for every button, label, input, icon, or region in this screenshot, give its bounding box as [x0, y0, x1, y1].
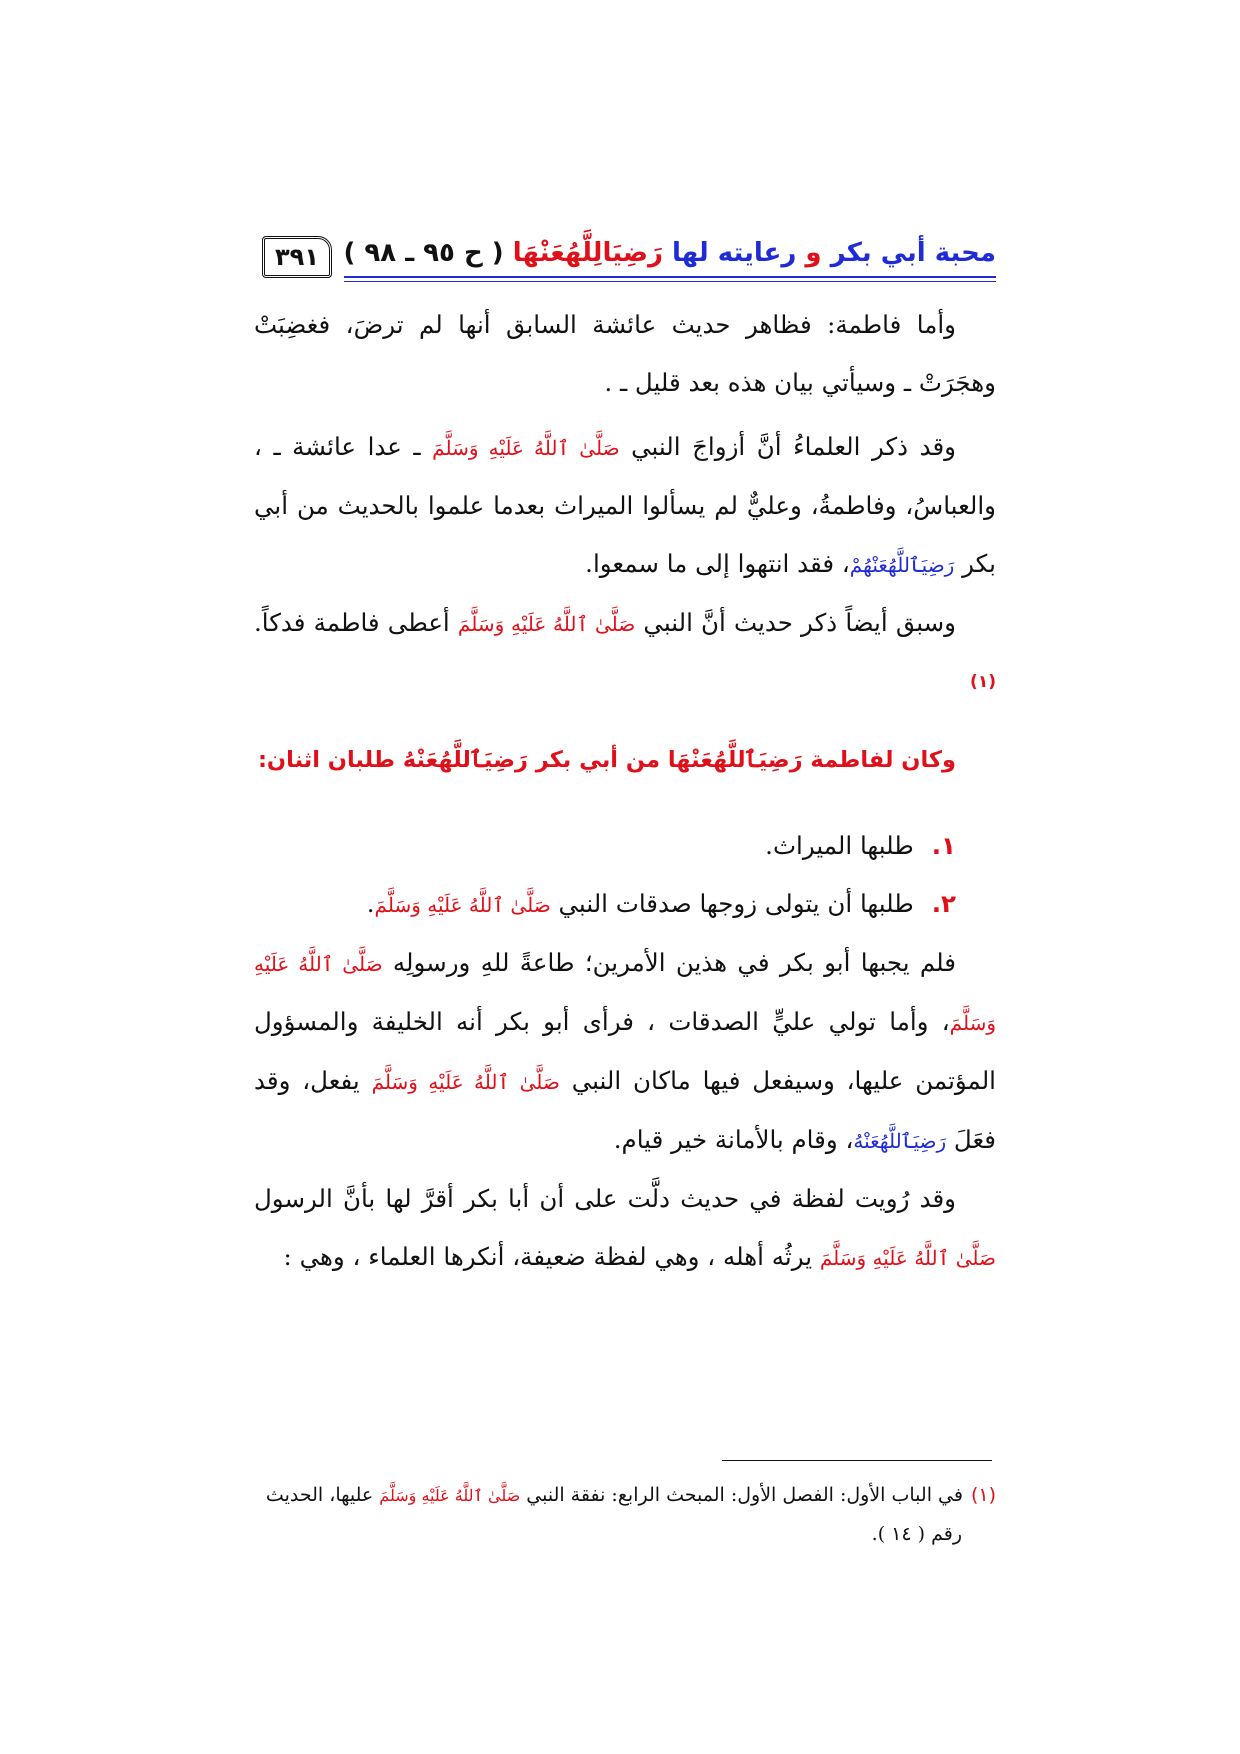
footnote-separator — [722, 1460, 992, 1461]
salawat-honorific: صَلَّىٰ ٱللَّهُ عَلَيْهِ وَسَلَّمَ — [371, 1070, 560, 1095]
list-item-text-a: طلبها أن يتولى زوجها صدقات النبي — [550, 889, 914, 919]
header-rule-secondary — [344, 281, 996, 282]
page-header — [262, 236, 996, 296]
paragraph-1: وأما فاطمة: فظاهر حديث عائشة السابق أنها لم ترضَ، فغضِبَتْ وهجَرَتْ ـ وسيأتي بيان هذه بعد قليل ـ . — [254, 310, 996, 397]
paragraph-3-text-b: أعطى فاطمة فدكاً. — [254, 608, 458, 637]
paragraph-4-text-b: ، وأما تولي عليٍّ الصدقات ، فرأى أبو بكر أنه الخليفة والمسؤول المؤتمن عليها، وسيفعل فيها ماكان النبي — [254, 1007, 996, 1096]
paragraph-2-text-c: ، فقد انتهوا إلى ما سمعوا. — [585, 549, 850, 578]
list-item-text-b: . — [366, 889, 375, 919]
paragraph-5-text-b: يرثُه أهله ، وهي لفظة ضعيفة، أنكرها العلماء ، وهي : — [283, 1242, 820, 1272]
paragraph-4-text-d: ، وقام بالأمانة خير قيام. — [613, 1125, 854, 1155]
header-rule — [344, 276, 996, 278]
footnote-ref-1[interactable]: (١) — [970, 672, 996, 692]
running-title-part2: و — [805, 238, 822, 268]
footnote-marker: (١) — [970, 1484, 996, 1506]
running-title-part3: رعايته لها — [662, 238, 806, 268]
salawat-honorific: صَلَّىٰ ٱللَّهُ عَلَيْهِ وَسَلَّمَ — [819, 1246, 996, 1271]
salawat-honorific: صَلَّىٰ ٱللَّهُ عَلَيْهِ وَسَلَّمَ — [457, 612, 636, 636]
list-number: ١. — [931, 831, 956, 861]
salawat-honorific: صَلَّىٰ ٱللَّهُ عَلَيْهِ وَسَلَّمَ — [432, 436, 620, 460]
list-item-1 — [254, 817, 996, 875]
salawat-honorific: صَلَّىٰ ٱللَّهُ عَلَيْهِ وَسَلَّمَ — [379, 1486, 521, 1505]
main-content — [254, 296, 996, 1287]
running-title-hadith-ref: ( ح ٩٥ ـ ٩٨ ) — [343, 238, 513, 268]
footnote-1-text-b: عليها، الحديث — [265, 1484, 380, 1506]
running-title-part1: محبة أبي بكر — [821, 238, 996, 268]
salawat-honorific: صَلَّىٰ ٱللَّهُ عَلَيْهِ وَسَلَّمَ — [374, 893, 551, 918]
paragraph-2 — [254, 418, 996, 594]
footnote-1-text-a: في الباب الأول: الفصل الأول: المبحث الرابع: نفقة النبي — [520, 1484, 963, 1506]
footnote-1 — [254, 1476, 996, 1515]
paragraph-4-text-c: يفعل، وقد فعَلَ — [254, 1066, 996, 1155]
radiallah-honorific: رَضِيَٱللَّهُعَنْهُ — [853, 1129, 947, 1154]
running-title — [343, 238, 996, 268]
paragraph-5 — [254, 1170, 996, 1287]
paragraph-3-text-a: وسبق أيضاً ذكر حديث أنَّ النبي — [635, 608, 957, 637]
page-number: ٣٩١ — [262, 236, 332, 278]
section-subheading: وكان لفاطمة رَضِيَٱللَّهُعَنْهَا من أبي بكر رَضِيَٱللَّهُعَنْهُ طلبان اثنان: — [257, 747, 956, 774]
paragraph-2-text-a: وقد ذكر العلماءُ أنَّ أزواجَ النبي — [619, 432, 956, 461]
list-number: ٢. — [931, 889, 956, 919]
list-item-2 — [254, 875, 996, 934]
paragraph-4 — [254, 934, 996, 1170]
paragraph-4-text-a: فلم يجبها أبو بكر في هذين الأمرين؛ طاعةً للهِ ورسولِه — [382, 948, 956, 978]
paragraph-3 — [254, 594, 996, 717]
list-item-text: طلبها الميراث. — [765, 831, 914, 861]
salawat-honorific: صَلَّىٰ ٱللَّهُ عَلَيْهِ وَسَلَّمَ — [254, 952, 996, 1036]
radiallah-honorific: رَضِيَٱللَّهُعَنْهُمْ — [849, 553, 955, 577]
paragraph-5-text-a: وقد رُويت لفظة في حديث دلَّت على أن أبا بكر أقرَّ لها بأنَّ الرسول — [254, 1184, 956, 1214]
running-title-honorific: رَضِيَالِلَّهُعَنْهَا — [512, 238, 663, 268]
footnotes — [254, 1476, 996, 1553]
paragraph-2-text-b: ـ عدا عائشة ـ ، والعباسُ، وفاطمةُ، وعليٌّ لم يسألوا الميراث بعدما علموا بالحديث من أبي بكر — [254, 432, 996, 578]
footnote-1-continuation: رقم ( ١٤ ). — [871, 1523, 962, 1545]
